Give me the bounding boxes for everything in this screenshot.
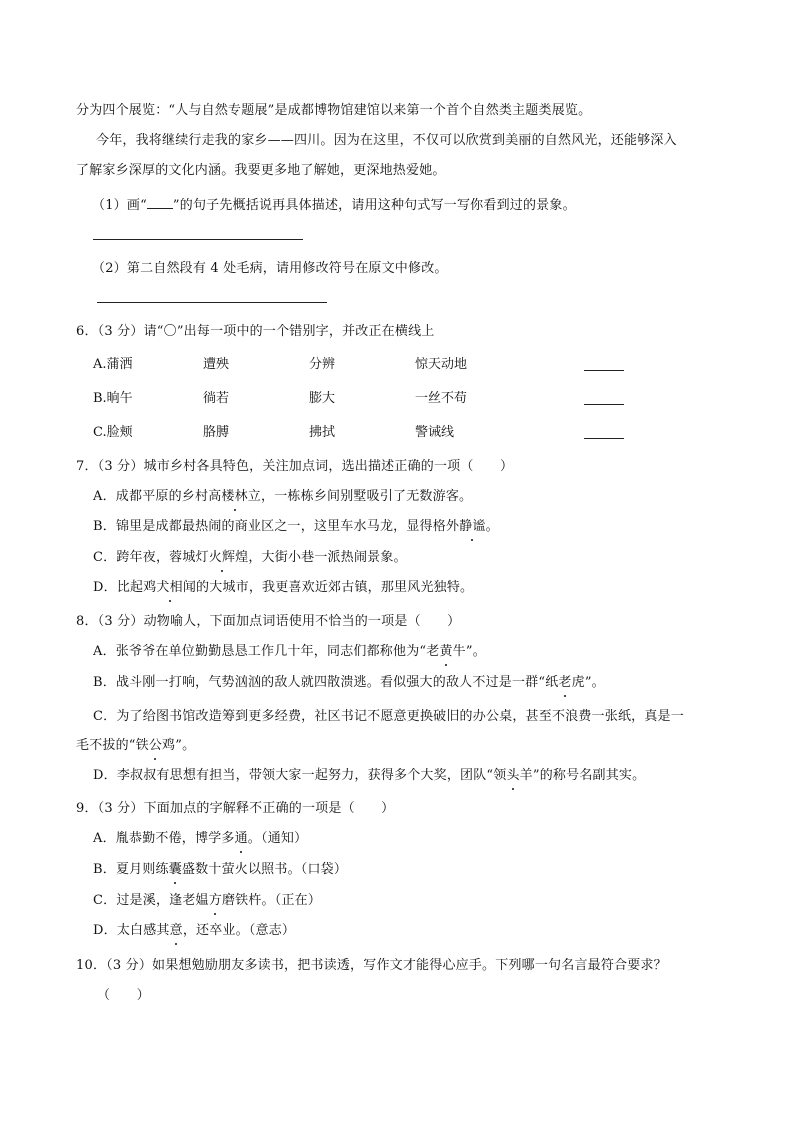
dotted-char: 通 [234, 831, 248, 846]
q7-stem: 7．（3 分）城市乡村各具特色，关注加点词，选出描述正确的一项（ ） [76, 459, 514, 474]
q5-sub1: （1）画“ ”的句子先概括说再具体描述，请用这种句式写一写你看到过的景象。 [92, 198, 576, 213]
q6-row-a-answer-blank[interactable] [584, 370, 624, 371]
dotted-word: 高楼林立 [208, 489, 262, 504]
q8-option-b: B．战斗刚一打响，气势汹汹的敌人就四散溃逃。看似强大的敌人不过是一群“纸老虎”。 [93, 675, 605, 690]
q8-option-d: D．李叔叔有思想有担当，带领大家一起努力，获得多个大奖，团队“领头羊”的称号名副其实。 [93, 768, 646, 783]
dotted-word: 领头羊 [493, 768, 533, 783]
q7-option-d: D．比起鸡犬相闻的大城市，我更喜欢近郊古镇，那里风光独特。 [93, 580, 474, 595]
passage-line-3: 了解家乡深厚的文化内涵。我要更多地了解她，更深地热爱她。 [76, 163, 446, 178]
underline-mark [147, 196, 173, 209]
q6-row-b-col4: 一丝不苟 [415, 391, 468, 406]
answer-line-2[interactable] [97, 302, 327, 303]
q9-option-b: B．夏月则练囊盛数十萤火以照书。（口袋） [93, 862, 348, 877]
q6-row-c-col1: C.脸颊 [93, 425, 133, 440]
dotted-word: 灯火辉煌 [195, 550, 249, 565]
dotted-char: 方 [208, 893, 222, 908]
q8-option-c-line2: 毛不拔的“铁公鸡”。 [76, 738, 196, 753]
q6-row-b-col1: B.晌午 [93, 391, 133, 406]
dotted-word: 静谧 [459, 519, 486, 534]
q6-stem: 6．（3 分）请“〇”出每一项中的一个错别字，并改正在横线上 [76, 324, 435, 339]
q6-row-b-answer-blank[interactable] [584, 404, 624, 405]
q6-row-a-col3: 分辨 [309, 357, 336, 372]
dotted-word: 老黄牛 [426, 644, 466, 659]
q6-row-c-col2: 胳膊 [203, 425, 230, 440]
q6-row-c-answer-blank[interactable] [584, 438, 624, 439]
q7-option-c: C．跨年夜，蓉城灯火辉煌，大街小巷一派热闹景象。 [93, 550, 407, 565]
q9-option-c: C．过是溪，逢老媪方磨铁杵。（正在） [93, 893, 322, 908]
q6-row-b-col2: 徜若 [203, 391, 230, 406]
dotted-word: 鸡犬相闻 [143, 580, 197, 595]
q6-row-a-col1: A.蒲洒 [93, 357, 133, 372]
q6-row-c-col4: 警诫线 [415, 425, 455, 440]
dotted-char: 囊 [168, 862, 182, 877]
dotted-word: 铁公鸡 [135, 738, 176, 753]
passage-line-1: 分为四个展览：“人与自然专题展”是成都博物馆建馆以来第一个首个自然类主题类展览。 [76, 103, 592, 118]
q6-row-a-col2: 遭殃 [203, 357, 230, 372]
q5-sub2: （2）第二自然段有 4 处毛病，请用修改符号在原文中修改。 [92, 261, 448, 276]
q10-stem: 10．（3 分）如果想勉励朋友多读书，把书读透，写作文才能得心应手。下列哪一句名言最符合要求？ [76, 958, 667, 973]
q7-option-b: B．锦里是成都最热闹的商业区之一，这里车水马龙，显得格外静谧。 [93, 519, 499, 534]
q6-row-c-col3: 拂拭 [309, 425, 336, 440]
answer-line-1[interactable] [93, 239, 303, 240]
q7-option-a: A．成都平原的乡村高楼林立，一栋栋乡间别墅吸引了无数游客。 [93, 489, 473, 504]
q9-option-a: A．胤恭勤不倦，博学多通。（通知） [93, 831, 308, 846]
dotted-char: 意 [169, 923, 183, 938]
q8-stem: 8．（3 分）动物喻人，下面加点词语使用不恰当的一项是（ ） [76, 614, 461, 629]
q6-row-a-col4: 惊天动地 [415, 357, 468, 372]
q9-stem: 9．（3 分）下面加点的字解释不正确的一项是（ ） [76, 801, 395, 816]
q10-answer-paren[interactable]: （ ） [97, 988, 150, 1003]
q8-option-a: A．张爷爷在单位勤勤恳恳工作几十年，同志们都称他为“老黄牛”。 [93, 644, 486, 659]
q8-option-c-line1: C．为了给图书馆改造筹到更多经费，社区书记不愿意更换破旧的办公桌，甚至不浪费一张纸，真是一 [93, 709, 684, 724]
dotted-word: 纸老虎 [545, 675, 585, 690]
passage-line-2: 今年，我将继续行走我的家乡——四川。因为在这里，不仅可以欣赏到美丽的自然风光，还能够深入 [96, 133, 677, 148]
q9-option-d: D．太白感其意，还卒业。（意志） [93, 923, 296, 938]
q6-row-b-col3: 膨大 [309, 391, 336, 406]
